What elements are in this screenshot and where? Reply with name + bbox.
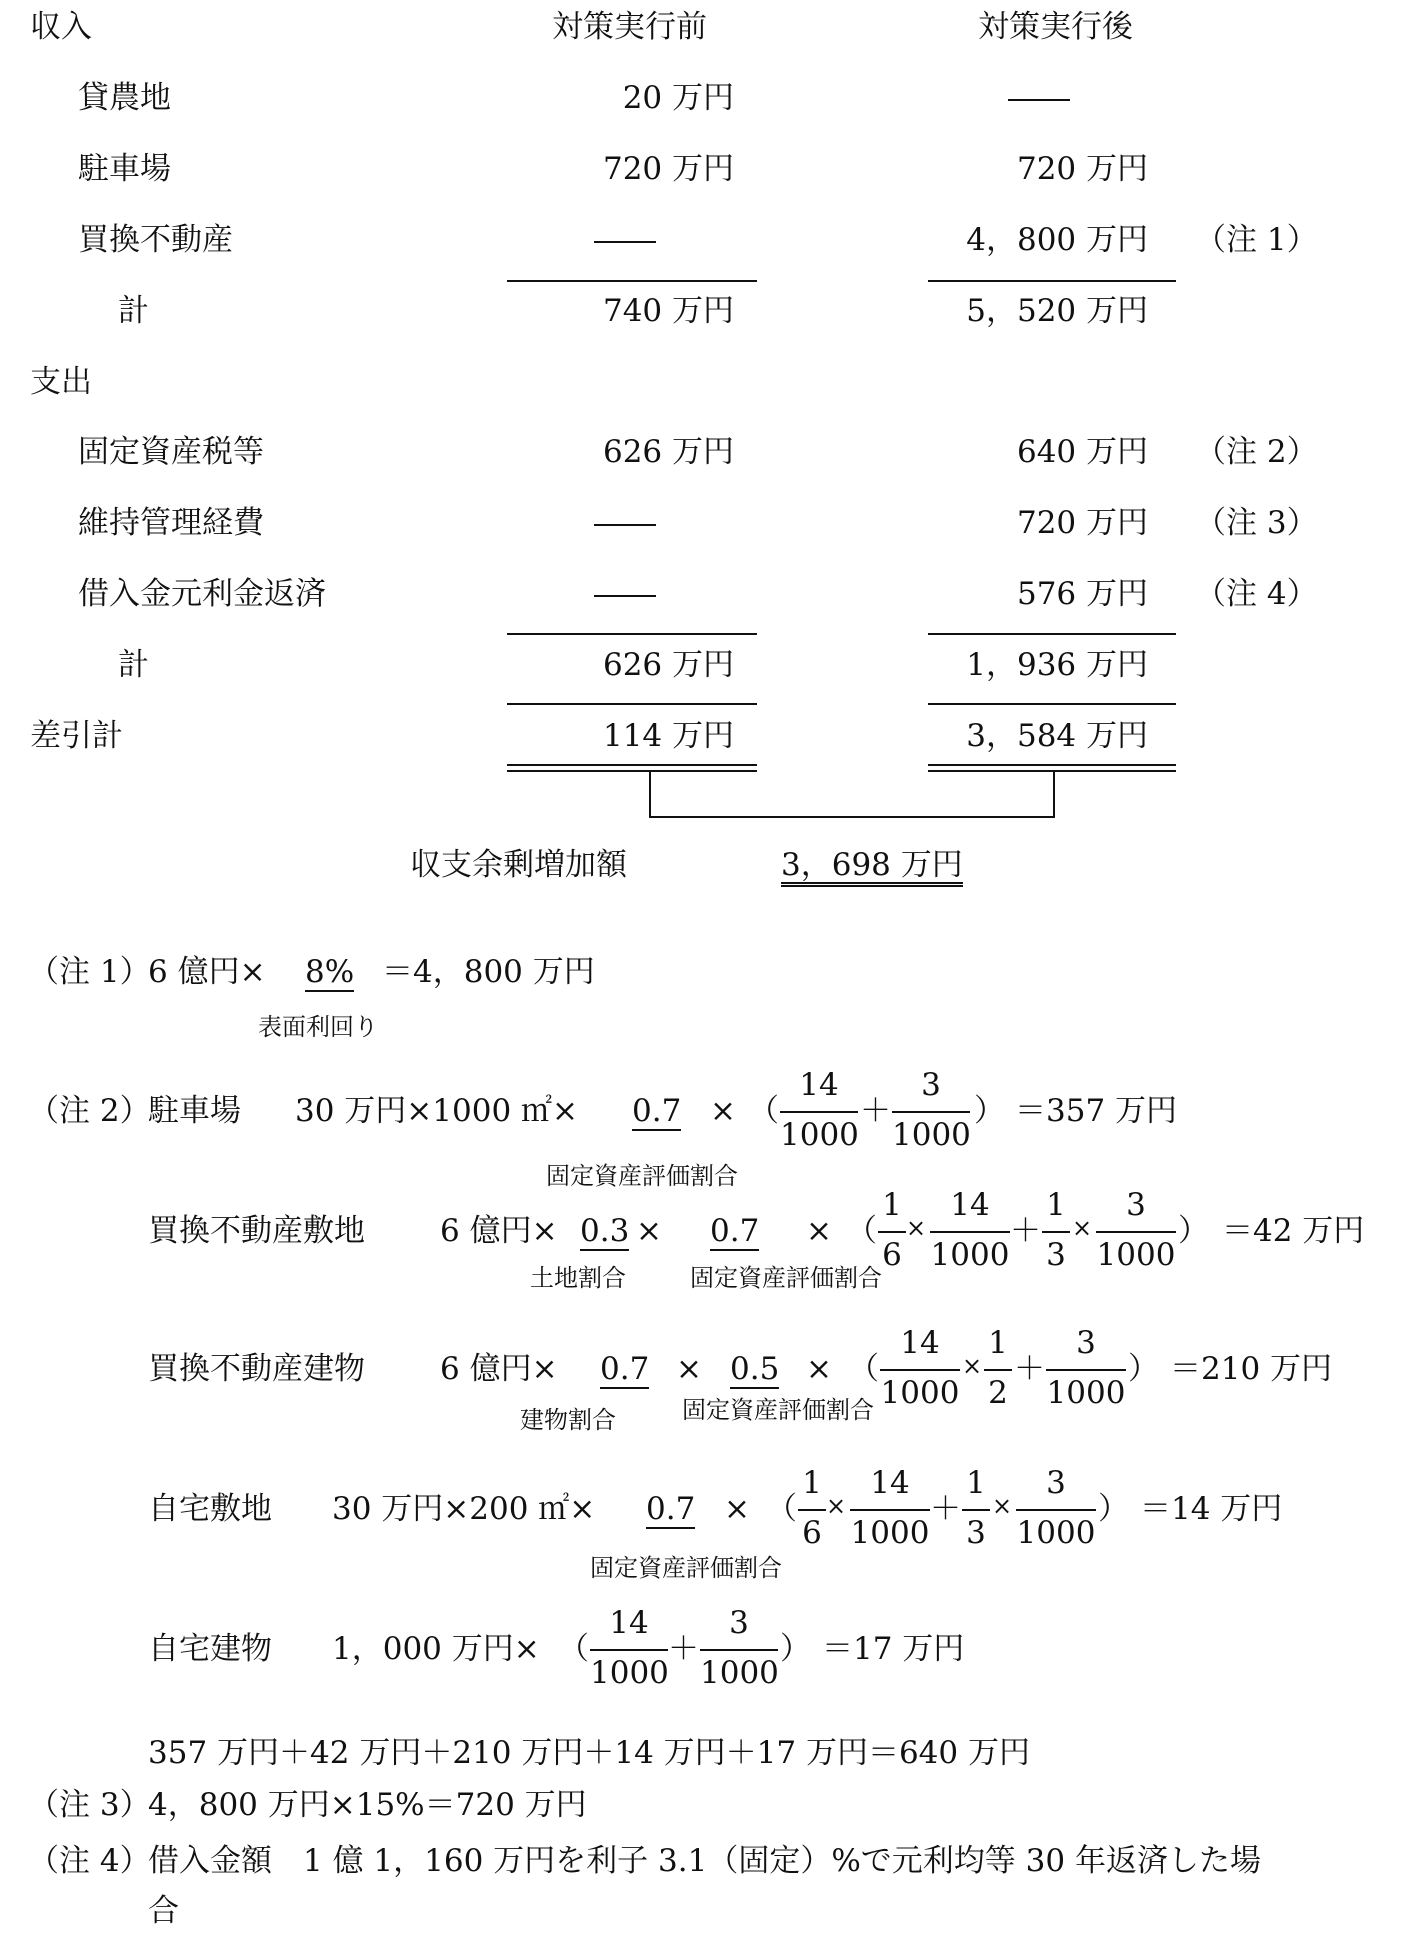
- paren-open: （: [558, 1631, 589, 1667]
- note2-l2-times2: ×: [806, 1213, 832, 1249]
- income-total-after: 5，520 万円: [966, 293, 1148, 329]
- income-row-before: 20 万円: [622, 80, 734, 116]
- fraction: 1 2: [984, 1328, 1012, 1410]
- note2-l4-sub: 固定資産評価割合: [590, 1554, 782, 1582]
- note-ref: （注 1）: [1195, 222, 1318, 258]
- note4-tag: （注 4）: [28, 1843, 151, 1879]
- increase-label: 収支余剰増加額: [410, 847, 627, 883]
- note2-l2-result: ＝42 万円: [1222, 1213, 1365, 1249]
- note2-l3-ratio1: 0.7: [600, 1351, 650, 1387]
- income-total-before: 740 万円: [602, 293, 734, 329]
- note1-result: ＝4，800 万円: [382, 954, 595, 990]
- expense-row-after: 640 万円: [1016, 434, 1148, 470]
- total-rule-after: [928, 703, 1176, 705]
- paren-close: ）: [1098, 1491, 1129, 1527]
- subtotal-rule-before: [507, 280, 757, 282]
- fraction: 3 1000: [1096, 1187, 1176, 1273]
- note2-l2-formula: 6 億円×: [440, 1213, 558, 1249]
- fraction: 1 6: [878, 1190, 906, 1272]
- fraction: 1 3: [1042, 1190, 1070, 1272]
- fraction: 1 6: [798, 1468, 826, 1550]
- balance-after: 3，584 万円: [966, 718, 1148, 754]
- paren-close: ）: [1128, 1351, 1159, 1387]
- income-row-after: 720 万円: [1016, 151, 1148, 187]
- note1-tag: （注 1）: [28, 954, 151, 990]
- bracket-bottom: [649, 816, 1055, 818]
- balance-before: 114 万円: [602, 718, 734, 754]
- expense-total-before: 626 万円: [602, 647, 734, 683]
- double-rule-after: [928, 770, 1176, 772]
- fraction: 14 1000: [930, 1187, 1010, 1273]
- paren-open: （: [848, 1351, 879, 1387]
- header-after: 対策実行後: [978, 9, 1133, 45]
- expense-row-label: 維持管理経費: [78, 505, 264, 541]
- income-row-after: ――: [1008, 80, 1070, 116]
- note2-l2-sub1: 土地割合: [530, 1264, 626, 1292]
- expense-row-after: 576 万円: [1016, 576, 1148, 612]
- expense-row-before: ――: [594, 505, 656, 541]
- note2-l4-times: ×: [724, 1491, 750, 1527]
- paren-close: ）: [780, 1631, 811, 1667]
- subtotal-rule-after: [928, 633, 1176, 635]
- note2-tag: （注 2）: [28, 1093, 151, 1129]
- fraction: 3 1000: [1046, 1325, 1126, 1411]
- note2-l1-times: ×: [710, 1093, 736, 1129]
- fraction: 14 1000: [850, 1465, 930, 1551]
- fraction: 1 3: [962, 1468, 990, 1550]
- note2-l1-sub: 固定資産評価割合: [546, 1162, 738, 1190]
- note2-l5-result: ＝17 万円: [822, 1631, 965, 1667]
- note2-l5-label: 自宅建物: [148, 1631, 272, 1667]
- double-rule-after: [928, 764, 1176, 766]
- times: ×: [962, 1352, 983, 1380]
- note2-l3-times2: ×: [806, 1351, 832, 1387]
- paren-close: ）: [1178, 1213, 1209, 1249]
- plus: ＋: [1010, 1213, 1041, 1249]
- note2-l4-formula: 30 万円×200 ㎡×: [332, 1491, 596, 1527]
- times: ×: [1072, 1214, 1093, 1242]
- note2-l4-ratio: 0.7: [646, 1491, 696, 1527]
- note2-l3-sub2: 固定資産評価割合: [682, 1396, 874, 1424]
- note3-text: 4，800 万円×15%＝720 万円: [148, 1787, 587, 1823]
- bracket-right: [1053, 772, 1055, 818]
- note4-text: 借入金額 1 億 1，160 万円を利子 3.1（固定）%で元利均等 30 年返済した場: [148, 1843, 1261, 1879]
- fraction: 3 1000: [892, 1067, 971, 1153]
- income-total-label: 計: [118, 293, 149, 329]
- income-row-label: 買換不動産: [78, 222, 233, 258]
- plus: ＋: [1014, 1351, 1045, 1387]
- note2-l2-sub2: 固定資産評価割合: [690, 1264, 882, 1292]
- note2-l3-label: 買換不動産建物: [148, 1351, 365, 1387]
- fraction: 3 1000: [700, 1605, 779, 1691]
- expense-row-label: 固定資産税等: [78, 434, 264, 470]
- income-row-label: 駐車場: [78, 151, 171, 187]
- increase-value: 3，698 万円: [781, 850, 963, 887]
- paren-open: （: [846, 1213, 877, 1249]
- bracket-left: [649, 772, 651, 818]
- note2-l3-result: ＝210 万円: [1170, 1351, 1333, 1387]
- subtotal-rule-before: [507, 633, 757, 635]
- plus: ＋: [668, 1631, 699, 1667]
- paren-close: ）: [974, 1093, 1005, 1129]
- note1-sub-label: 表面利回り: [258, 1013, 378, 1041]
- income-row-before: 720 万円: [602, 151, 734, 187]
- expense-total-after: 1，936 万円: [966, 647, 1148, 683]
- note1-rate: 8%: [305, 954, 355, 990]
- subtotal-rule-after: [928, 280, 1176, 282]
- note2-l3-formula: 6 億円×: [440, 1351, 558, 1387]
- times: ×: [992, 1492, 1013, 1520]
- note2-l1-result: ＝357 万円: [1015, 1093, 1178, 1129]
- note1-formula-a: 6 億円×: [148, 954, 266, 990]
- times: ×: [826, 1492, 847, 1520]
- total-rule-before: [507, 703, 757, 705]
- plus: ＋: [860, 1093, 891, 1129]
- note2-l5-formula: 1，000 万円×: [332, 1631, 540, 1667]
- note2-l1-ratio: 0.7: [632, 1093, 682, 1129]
- note2-l1-formula: 30 万円×1000 ㎡×: [295, 1093, 578, 1129]
- note2-l2-times1: ×: [636, 1213, 662, 1249]
- times: ×: [906, 1214, 927, 1242]
- expense-total-label: 計: [118, 647, 149, 683]
- note-ref: （注 3）: [1195, 505, 1318, 541]
- note3-tag: （注 3）: [28, 1787, 151, 1823]
- income-row-label: 貸農地: [78, 80, 171, 116]
- balance-label: 差引計: [30, 718, 123, 754]
- note2-sum: 357 万円＋42 万円＋210 万円＋14 万円＋17 万円＝640 万円: [148, 1735, 1030, 1771]
- paren-open: （: [748, 1093, 779, 1129]
- fraction: 3 1000: [1016, 1465, 1096, 1551]
- expense-row-before: 626 万円: [602, 434, 734, 470]
- income-section-label: 収入: [30, 9, 92, 45]
- note2-l3-times1: ×: [676, 1351, 702, 1387]
- expense-section-label: 支出: [30, 364, 92, 400]
- paren-open: （: [766, 1491, 797, 1527]
- expense-row-after: 720 万円: [1016, 505, 1148, 541]
- note4-text-cont: 合: [148, 1893, 179, 1929]
- note2-l2-ratio1: 0.3: [580, 1213, 630, 1249]
- note2-l2-ratio2: 0.7: [710, 1213, 760, 1249]
- income-row-before: ――: [594, 222, 656, 258]
- note2-l3-ratio2: 0.5: [730, 1351, 780, 1387]
- note2-l4-label: 自宅敷地: [148, 1491, 272, 1527]
- header-before: 対策実行前: [552, 9, 707, 45]
- expense-row-label: 借入金元利金返済: [78, 576, 326, 612]
- plus: ＋: [930, 1491, 961, 1527]
- double-rule-before: [507, 770, 757, 772]
- income-row-after: 4，800 万円: [966, 222, 1148, 258]
- note2-l2-label: 買換不動産敷地: [148, 1213, 365, 1249]
- double-rule-before: [507, 764, 757, 766]
- expense-row-before: ――: [594, 576, 656, 612]
- note2-l3-sub1: 建物割合: [520, 1406, 616, 1434]
- note2-l1-label: 駐車場: [148, 1093, 241, 1129]
- note2-l4-result: ＝14 万円: [1140, 1491, 1283, 1527]
- fraction: 14 1000: [780, 1067, 859, 1153]
- fraction: 14 1000: [590, 1605, 669, 1691]
- note-ref: （注 4）: [1195, 576, 1318, 612]
- fraction: 14 1000: [880, 1325, 960, 1411]
- note-ref: （注 2）: [1195, 434, 1318, 470]
